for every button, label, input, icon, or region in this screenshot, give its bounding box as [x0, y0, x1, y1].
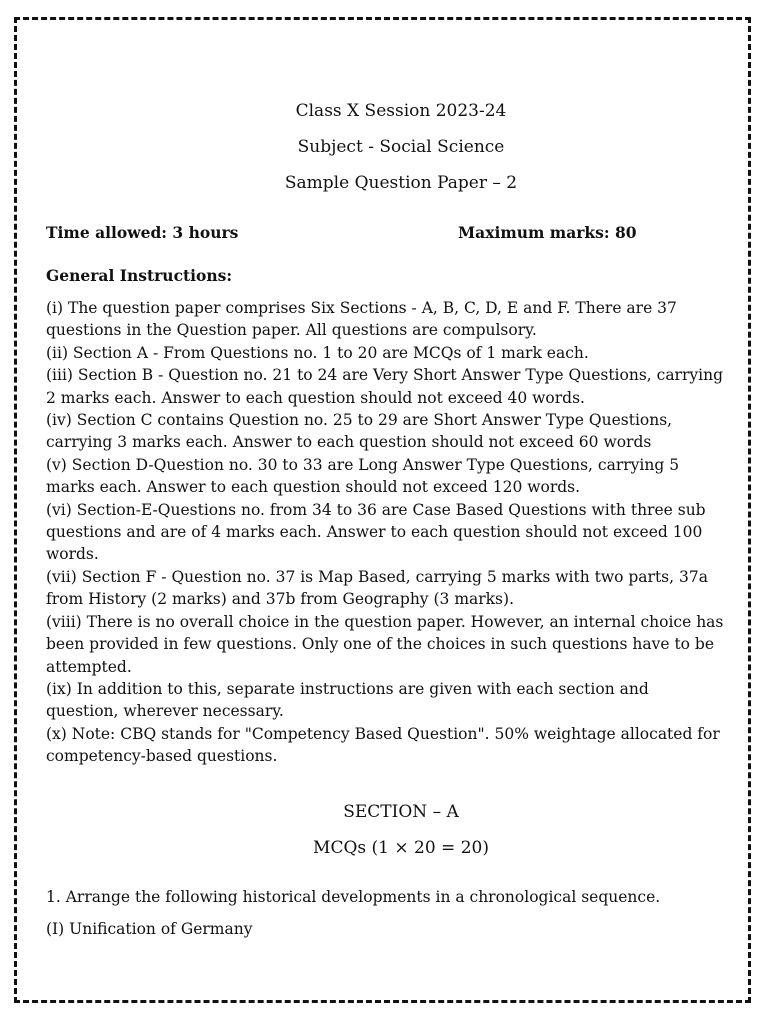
- instruction-item: (vii) Section F - Question no. 37 is Map Based, carrying 5 marks with two parts, 37a from History (2 marks) and 37b from Geography (3 marks).: [46, 567, 708, 609]
- question-1-text: 1. Arrange the following historical developments in a chronological sequence.: [46, 887, 661, 906]
- meta-row: [46, 223, 726, 247]
- general-instructions-heading: General Instructions:: [46, 266, 233, 285]
- instruction-item: (ii) Section A - From Questions no. 1 to 20 are MCQs of 1 mark each.: [46, 343, 589, 362]
- subject-title: Subject - Social Science: [297, 137, 505, 157]
- section-a-subtitle: MCQs (1 × 20 = 20): [313, 837, 489, 858]
- instruction-item: (ix) In addition to this, separate instructions are given with each section and question, wherever necessary.: [46, 679, 649, 721]
- document-content: [46, 93, 726, 940]
- section-a-title: SECTION – A: [343, 801, 459, 822]
- class-session-title: Class X Session 2023-24: [295, 101, 507, 121]
- instruction-item: (iv) Section C contains Question no. 25 to 29 are Short Answer Type Questions, carrying 3 marks each. Answer to each question should not exceed 60 words: [46, 411, 673, 452]
- question-1-option-1: (I) Unification of Germany: [46, 919, 253, 938]
- instruction-item: (x) Note: CBQ stands for "Competency Based Question". 50% weightage allocated for competency-based questions.: [46, 724, 720, 766]
- instruction-item: (vi) Section-E-Questions no. from 34 to 36 are Case Based Questions with three sub questions and are of 4 marks each. Answer to each question should not exceed 100 words.: [46, 500, 706, 564]
- section-a-header: [46, 794, 726, 866]
- instruction-item: (v) Section D-Question no. 30 to 33 are Long Answer Type Questions, carrying 5 marks each. Answer to each question should not exceed 120 words.: [46, 455, 680, 497]
- instruction-item: (iii) Section B - Question no. 21 to 24 are Very Short Answer Type Questions, carrying 2 marks each. Answer to each question should not exceed 40 words.: [46, 366, 723, 407]
- instruction-item: (viii) There is no overall choice in the question paper. However, an internal choice has been provided in few questions. Only one of the choices in such questions have to be attempted.: [46, 612, 724, 676]
- time-allowed: Time allowed: 3 hours: [46, 223, 239, 242]
- paper-title: Sample Question Paper – 2: [284, 173, 518, 193]
- general-instructions-list: [46, 297, 726, 768]
- instruction-item: (i) The question paper comprises Six Sections - A, B, C, D, E and F. There are 37 questions in the Question paper. All questions are compulsory.: [46, 299, 677, 340]
- paper-header: [46, 93, 726, 201]
- maximum-marks: Maximum marks: 80: [458, 223, 637, 242]
